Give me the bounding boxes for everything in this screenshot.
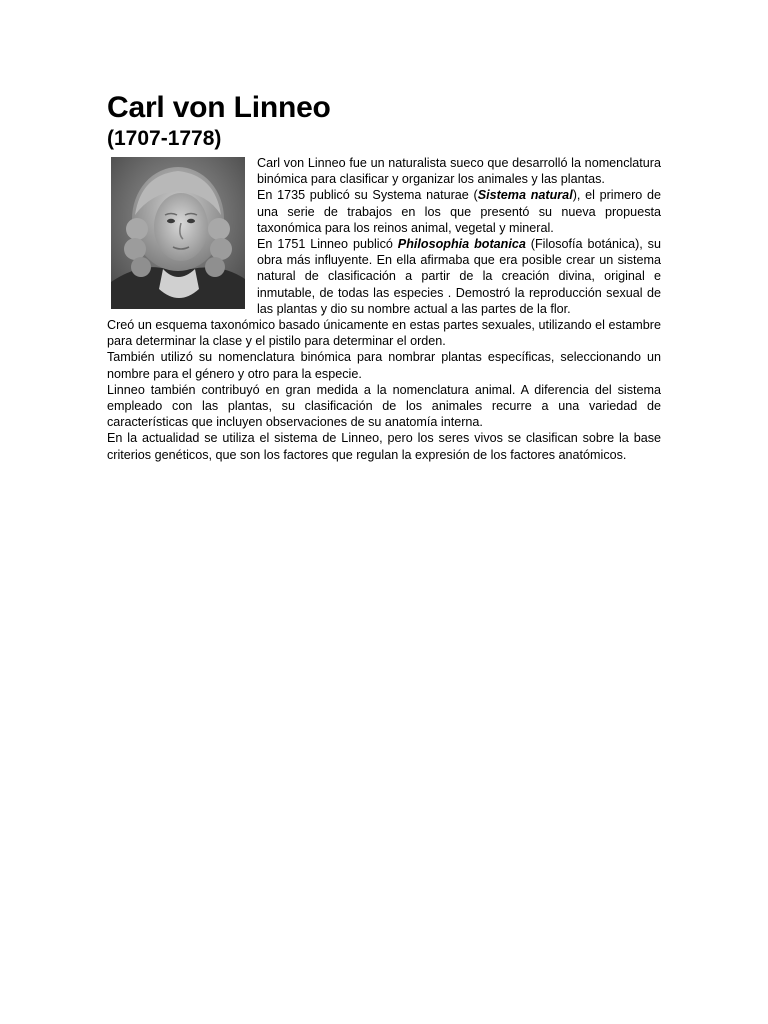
paragraph-nomenclatura: También utilizó su nomenclatura binómica para nombrar plantas específicas, seleccionando un nombre para el género y otro para la especie. [107, 350, 661, 381]
paragraph-esquema: Creó un esquema taxonómico basado únicamente en estas partes sexuales, utilizando el estambre para determinar la clase y el pistilo para determinar el orden. [107, 318, 661, 349]
paragraph-philosophia-post: (Filosofía botánica), su obra más influyente. En ella afirmaba que era posible crear un sistema natural de clasificación a partir de la creación divina, original e inmutable, de todas las especies . Demostró la reproducción sexual de las plantas y dio su nombre actual a las partes de la flor. [257, 237, 661, 316]
portrait-image [111, 157, 245, 309]
paragraph-actualidad: En la actualidad se utiliza el sistema de Linneo, pero los seres vivos se clasifican sobre la base criterios genéticos, que son los factores que regulan la expresión de los factores anatómicos. [107, 431, 661, 462]
philosophia-botanica-bold: Philosophia botanica [397, 237, 526, 252]
document-dates: (1707-1778) [107, 127, 222, 150]
paragraph-philosophia-pre: En 1751 Linneo publicó [257, 237, 398, 252]
portrait-drawing [111, 157, 245, 309]
document-page [107, 90, 661, 463]
document-title: Carl von Linneo [107, 91, 331, 124]
paragraph-intro: Carl von Linneo fue un naturalista sueco que desarrolló la nomenclatura binómica para clasificar y organizar los animales y las plantas. [257, 156, 661, 187]
document-body [107, 155, 661, 463]
sistema-natural-bold: Sistema natural [477, 188, 573, 203]
paragraph-systema-pre: En 1735 publicó su Systema naturae ( [257, 188, 478, 203]
paragraph-animal: Linneo también contribuyó en gran medida a la nomenclatura animal. A diferencia del sistema empleado con las plantas, su clasificación de los animales recurre a una variedad de características que incluyen observaciones de su anatomía interna. [107, 382, 661, 430]
paragraph-systema-post: ), el primero de una serie de trabajos en los que presentó su nueva propuesta taxonómica para los reinos animal, vegetal y mineral. [257, 188, 661, 235]
